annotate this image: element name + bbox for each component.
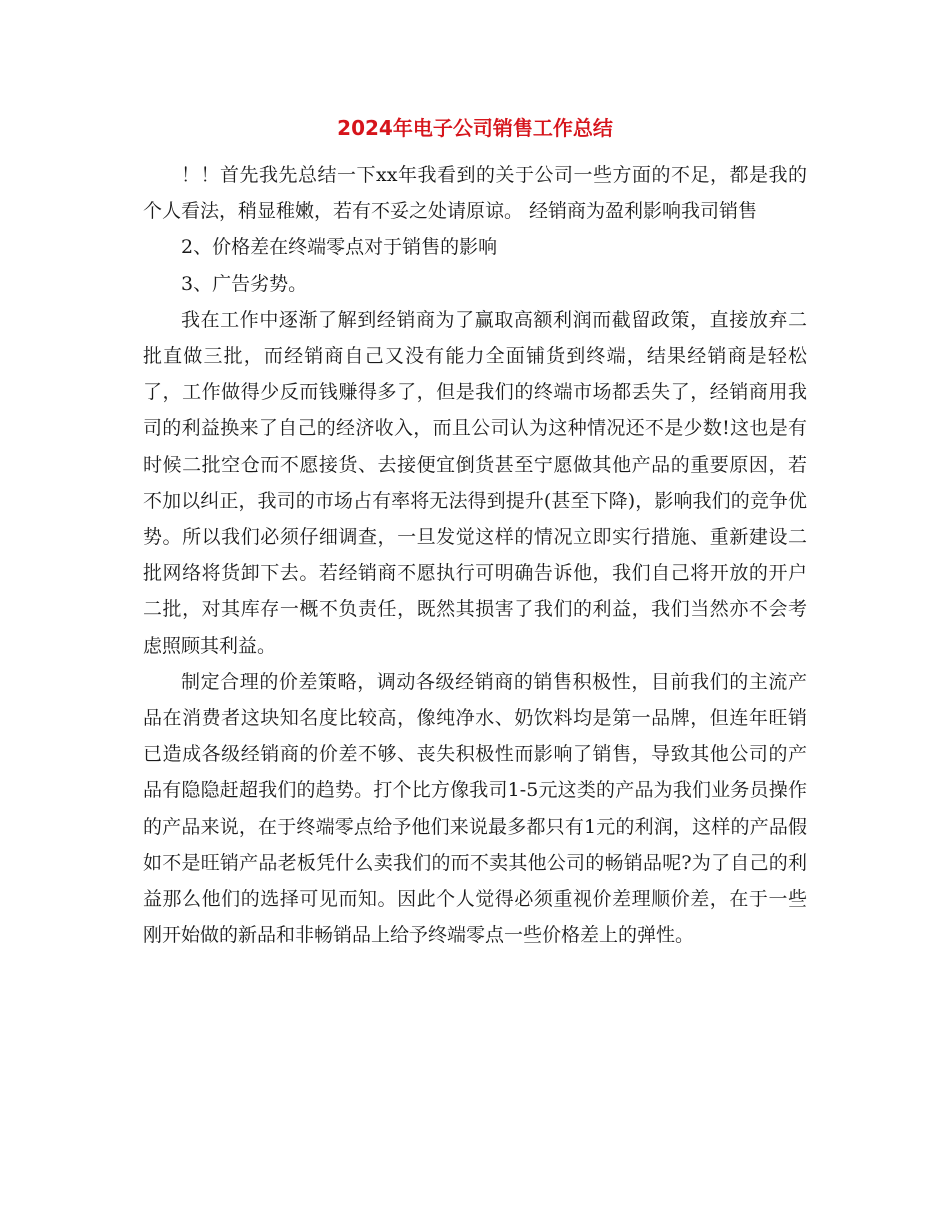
document-title: 2024年电子公司销售工作总结 bbox=[337, 116, 613, 140]
paragraph-point-3: 3、广告劣势。 bbox=[181, 272, 308, 295]
paragraph-point-2: 2、价格差在终端零点对于销售的影响 bbox=[181, 236, 498, 259]
paragraph-pricing-strategy: 制定合理的价差策略，调动各级经销商的销售积极性，目前我们的主流产品在消费者这块知名度比较高，像纯净水、奶饮料均是第一品牌，但连年旺销已造成各级经销商的价差不够、丧失积极性而影响了销售，导致其他公司的产品有隐隐赶超我们的趋势。打个比方像我司1-5元这类的产品为我们业务员操作的产品来说，在于终端零点给予他们来说最多都只有1元的利润，这样的产品假如不是旺销产品老板凭什么卖我们的而不卖其他公司的畅销品呢?为了自己的利益那么他们的选择可见而知。因此个人觉得必须重视价差理顺价差，在于一些刚开始做的新品和非畅销品上给予终端零点一些价格差上的弹性。 bbox=[143, 670, 807, 947]
document-body bbox=[143, 157, 807, 953]
paragraph-distributor-issue: 我在工作中逐渐了解到经销商为了赢取高额利润而截留政策，直接放弃二批直做三批，而经销商自己又没有能力全面铺货到终端，结果经销商是轻松了，工作做得少反而钱赚得多了，但是我们的终端市场都丢失了，经销商用我司的利益换来了自己的经济收入，而且公司认为这种情况还不是少数!这也是有时候二批空仓而不愿接货、去接便宜倒货甚至宁愿做其他产品的重要原因，若不加以纠正，我司的市场占有率将无法得到提升(甚至下降)，影响我们的竞争优势。所以我们必须仔细调查，一旦发觉这样的情况立即实行措施、重新建设二批网络将货卸下去。若经销商不愿执行可明确告诉他，我们自己将开放的开户二批，对其库存一概不负责任，既然其损害了我们的利益，我们当然亦不会考虑照顾其利益。 bbox=[143, 308, 807, 657]
paragraph-intro: ！！首先我先总结一下xx年我看到的关于公司一些方面的不足，都是我的个人看法，稍显稚嫩，若有不妥之处请原谅。 经销商为盈利影响我司销售 bbox=[143, 164, 807, 223]
